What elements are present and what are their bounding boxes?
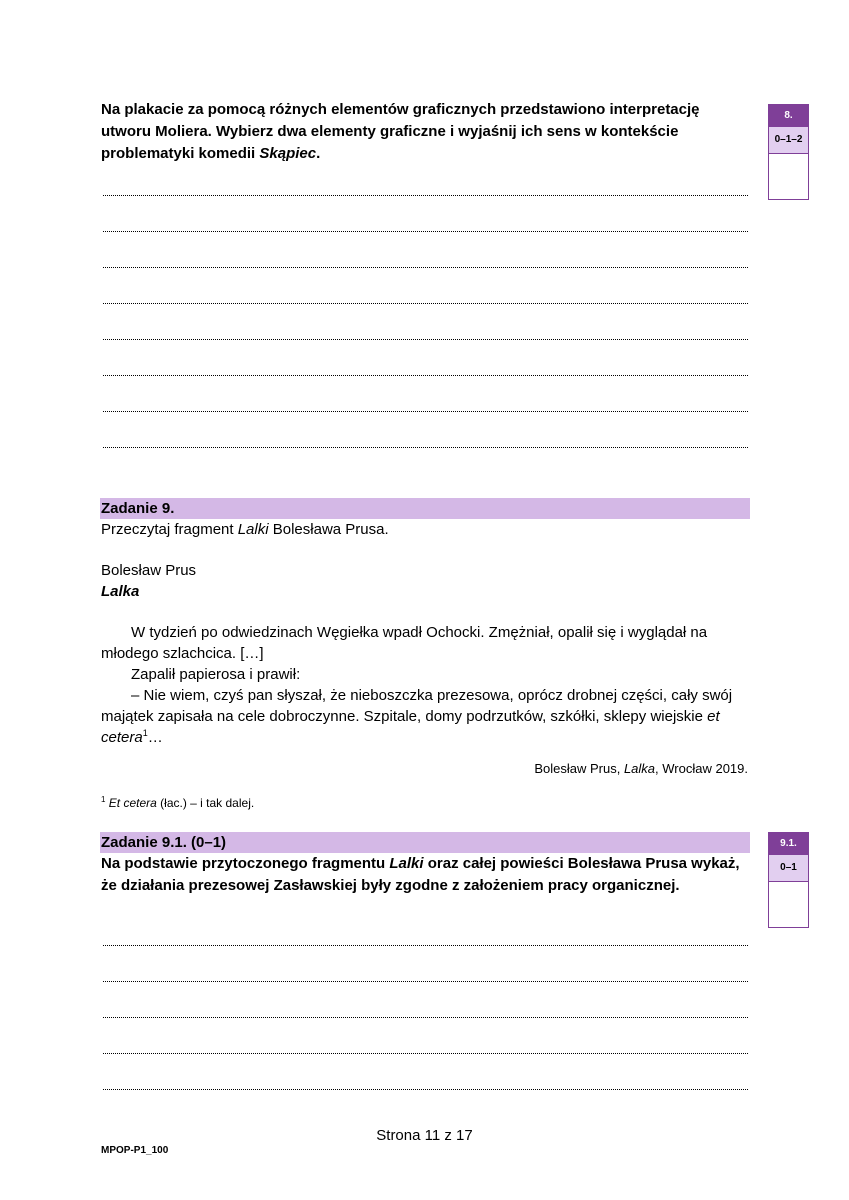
- source-text-end: , Wrocław 2019.: [655, 761, 748, 776]
- task9-header: Zadanie 9.: [100, 498, 750, 519]
- task9-intro-text: Przeczytaj fragment: [101, 521, 238, 538]
- task8-score-field[interactable]: [769, 153, 808, 199]
- task9-intro-text-end: Bolesława Prusa.: [268, 521, 389, 538]
- task91-instruction-text-end: oraz całej powieści Bolesława Prusa wykaż, że działania prezesowej Zasławskiej były zgodne z założeniem pracy organicznej.: [101, 855, 740, 894]
- answer-line[interactable]: [103, 447, 748, 448]
- task9-intro: [101, 519, 751, 540]
- task91-header: Zadanie 9.1. (0–1): [100, 832, 750, 853]
- excerpt-book-title: Lalka: [101, 583, 140, 600]
- answer-line[interactable]: [103, 375, 748, 376]
- task8-score-box: [768, 104, 809, 200]
- answer-line[interactable]: [103, 339, 748, 340]
- task91-score-range: 0–1: [769, 854, 808, 881]
- task8-score-range: 0–1–2: [769, 126, 808, 153]
- task91-instruction-title: Lalki: [389, 855, 424, 872]
- answer-line[interactable]: [103, 1017, 748, 1018]
- task8-instruction-end: .: [316, 145, 321, 162]
- answer-line[interactable]: [103, 1089, 748, 1090]
- answer-line[interactable]: [103, 231, 748, 232]
- answer-line[interactable]: [103, 1053, 748, 1054]
- task8-instruction: [101, 99, 751, 165]
- task91-score-box: [768, 832, 809, 928]
- answer-line[interactable]: [103, 945, 748, 946]
- task91-score-label: 9.1.: [769, 833, 808, 854]
- task91-instruction: [101, 853, 751, 897]
- source-text: Bolesław Prus,: [534, 761, 624, 776]
- task8-instruction-title: Skąpiec: [259, 145, 317, 162]
- page-number: Strona 11 z 17: [376, 1127, 473, 1144]
- excerpt-source: [101, 760, 748, 778]
- excerpt-paragraph-2: Zapalił papierosa i prawił:: [131, 666, 301, 683]
- excerpt-paragraph-3-text: – Nie wiem, czyś pan słyszał, że nieboszczka prezesowa, oprócz drobnej części, cały swój majątek zapisała na cele dobroczynne. Szpitale, domy podrzutków, szkółki, sklepy wiejskie: [101, 687, 733, 725]
- footnote-term: Et cetera: [108, 796, 157, 810]
- footnote-marker: 1: [142, 728, 148, 738]
- source-title: Lalka: [623, 761, 656, 776]
- footnote: [101, 795, 254, 811]
- excerpt-paragraph-1: W tydzień po odwiedzinach Węgiełka wpadł Ochocki. Zmężniał, opalił się i wyglądał na młodego szlachcica. […]: [101, 624, 708, 662]
- excerpt-author: Bolesław Prus: [101, 562, 197, 579]
- task8-score-label: 8.: [769, 105, 808, 126]
- footnote-number: 1: [101, 795, 106, 804]
- task91-score-field[interactable]: [769, 881, 808, 927]
- excerpt-paragraph-3: [101, 685, 751, 748]
- answer-line[interactable]: [103, 411, 748, 412]
- answer-line[interactable]: [103, 267, 748, 268]
- excerpt-paragraph-3-end: …: [147, 729, 163, 746]
- task91-instruction-text: Na podstawie przytoczonego fragmentu: [101, 855, 390, 872]
- task8-instruction-text: Na plakacie za pomocą różnych elementów graficznych przedstawiono interpretację utworu Moliera. Wybierz dwa elementy graficzne i wyjaśnij ich sens w kontekście problematyki komedii: [101, 101, 700, 162]
- answer-line[interactable]: [103, 195, 748, 196]
- answer-line[interactable]: [103, 303, 748, 304]
- exam-code: MPOP-P1_100: [101, 1145, 169, 1156]
- excerpt-latin-term: et cetera: [101, 708, 720, 746]
- task9-intro-title: Lalki: [237, 521, 269, 538]
- answer-line[interactable]: [103, 981, 748, 982]
- footnote-text: (łac.) – i tak dalej.: [156, 796, 255, 810]
- excerpt-body: [101, 622, 751, 748]
